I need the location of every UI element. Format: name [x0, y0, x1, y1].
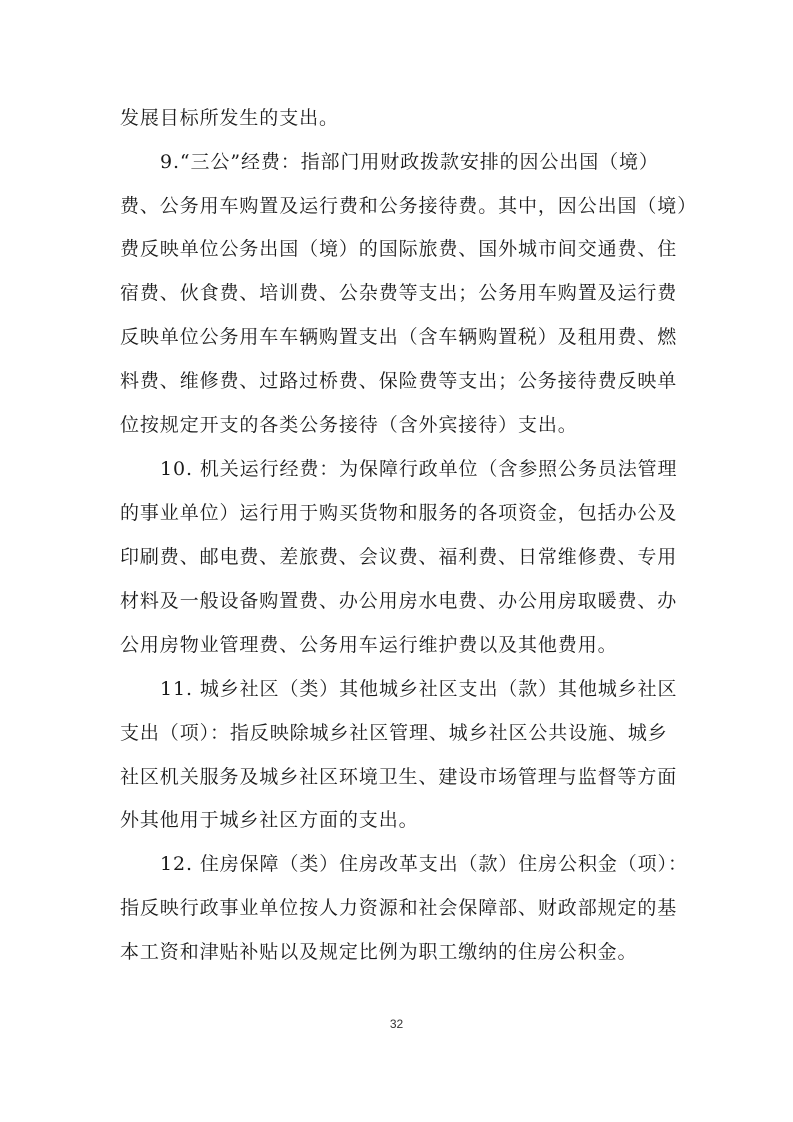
text-line: 料费、维修费、过路过桥费、保险费等支出；公务接待费反映单 [120, 370, 678, 392]
paragraph-heading-line: 9.“三公”经费：指部门用财政拨款安排的因公出国（境） [160, 151, 659, 173]
text-line: 公用房物业管理费、公务用车运行维护费以及其他费用。 [120, 634, 618, 656]
text-line: 位按规定开支的各类公务接待（含外宾接待）支出。 [120, 414, 578, 436]
paragraph-heading-line: 12. 住房保障（类）住房改革支出（款）住房公积金（项）： [160, 853, 688, 875]
paragraph-heading-line: 10. 机关运行经费：为保障行政单位（含参照公务员法管理 [160, 458, 678, 480]
text-line: 的事业单位）运行用于购买货物和服务的各项资金，包括办公及 [120, 502, 678, 524]
text-line: 指反映行政事业单位按人力资源和社会保障部、财政部规定的基 [120, 897, 678, 919]
text-line: 反映单位公务用车车辆购置支出（含车辆购置税）及租用费、燃 [120, 326, 678, 348]
text-line: 社区机关服务及城乡社区环境卫生、建设市场管理与监督等方面 [120, 766, 678, 788]
text-line: 印刷费、邮电费、差旅费、会议费、福利费、日常维修费、专用 [120, 546, 678, 568]
text-line: 费、公务用车购置及运行费和公务接待费。其中，因公出国（境） [120, 195, 698, 217]
text-line: 材料及一般设备购置费、办公用房水电费、办公用房取暖费、办 [120, 590, 678, 612]
page-number: 32 [389, 1017, 404, 1031]
text-line: 发展目标所发生的支出。 [120, 107, 339, 129]
text-line: 费反映单位公务出国（境）的国际旅费、国外城市间交通费、住 [120, 238, 678, 260]
paragraph-heading-line: 11. 城乡社区（类）其他城乡社区支出（款）其他城乡社区 [160, 678, 678, 700]
text-line: 支出（项）：指反映除城乡社区管理、城乡社区公共设施、城乡 [120, 722, 668, 744]
text-line: 外其他用于城乡社区方面的支出。 [120, 809, 419, 831]
text-line: 本工资和津贴补贴以及规定比例为职工缴纳的住房公积金。 [120, 941, 638, 963]
text-line: 宿费、伙食费、培训费、公杂费等支出；公务用车购置及运行费 [120, 282, 678, 304]
